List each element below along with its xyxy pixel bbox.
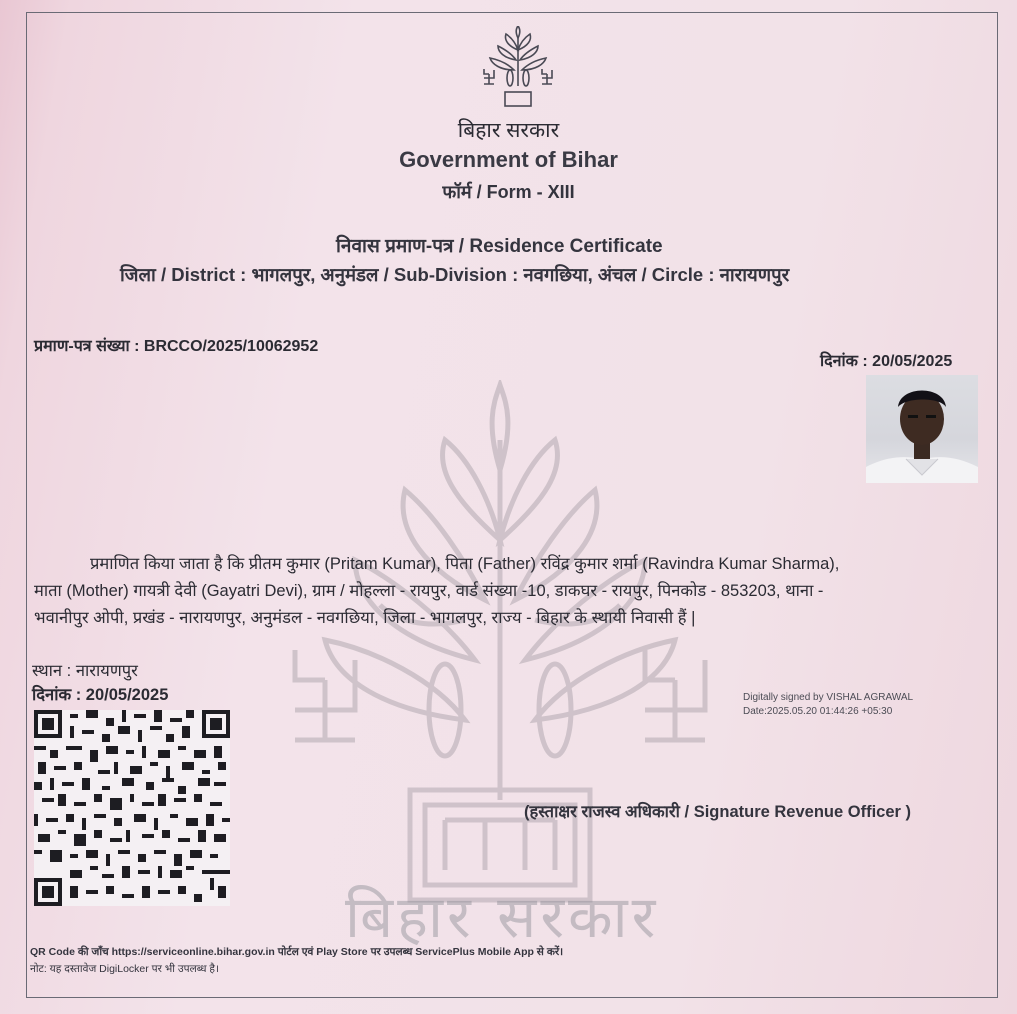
place-label: स्थान : नारायणपुर [32, 662, 138, 680]
certificate-title: निवास प्रमाण-पत्र / Residence Certificate [336, 236, 663, 257]
signature-caption: (हस्ताक्षर राजस्व अधिकारी / Signature Revenue Officer ) [524, 803, 912, 821]
issue-date-bottom: दिनांक : 20/05/2025 [32, 686, 169, 704]
footer-qr-note: QR Code की जाँच https://serviceonline.bihar.gov.in पोर्टल एवं Play Store पर उपलब्ध ServicePlus Mobile App से करें। [30, 946, 564, 958]
issue-date-top: दिनांक : 20/05/2025 [820, 353, 953, 370]
body-line-2: माता (Mother) गायत्री देवी (Gayatri Devi), ग्राम / मोहल्ला - रायपुर, वार्ड संख्या -10, डाकघर - रायपुर, पिनकोड - 853203, थाना - [34, 582, 824, 600]
footer-digilocker-note: नोट: यह दस्तावेज DigiLocker पर भी उपलब्ध है। [30, 963, 219, 975]
bodhi-tree-watermark-icon [285, 380, 715, 940]
government-title-hindi: बिहार सरकार [457, 119, 560, 142]
digital-signature-line-2: Date:2025.05.20 01:44:26 +05:30 [743, 706, 893, 717]
form-number: फॉर्म / Form - XIII [442, 182, 575, 202]
digital-signature-line-1: Digitally signed by VISHAL AGRAWAL [743, 692, 914, 703]
watermark-text: बिहार सरकार [345, 883, 660, 951]
bihar-emblem-icon [478, 26, 558, 112]
government-title-english: Government of Bihar [399, 147, 618, 172]
certificate-number: प्रमाण-पत्र संख्या : BRCCO/2025/10062952 [34, 338, 319, 355]
qr-code [34, 710, 230, 906]
body-line-1: प्रमाणित किया जाता है कि प्रीतम कुमार (Pritam Kumar), पिता (Father) रविंद्र कुमार शर्मा (Ravindra Kumar Sharma), [90, 555, 840, 573]
district-line: जिला / District : भागलपुर, अनुमंडल / Sub-Division : नवगछिया, अंचल / Circle : नारायणपुर [120, 264, 790, 285]
body-line-3: भवानीपुर ओपी, प्रखंड - नारायणपुर, अनुमंडल - नवगछिया, जिला - भागलपुर, राज्य - बिहार के स्थायी निवासी हैं | [34, 609, 696, 627]
applicant-photo [866, 375, 978, 483]
